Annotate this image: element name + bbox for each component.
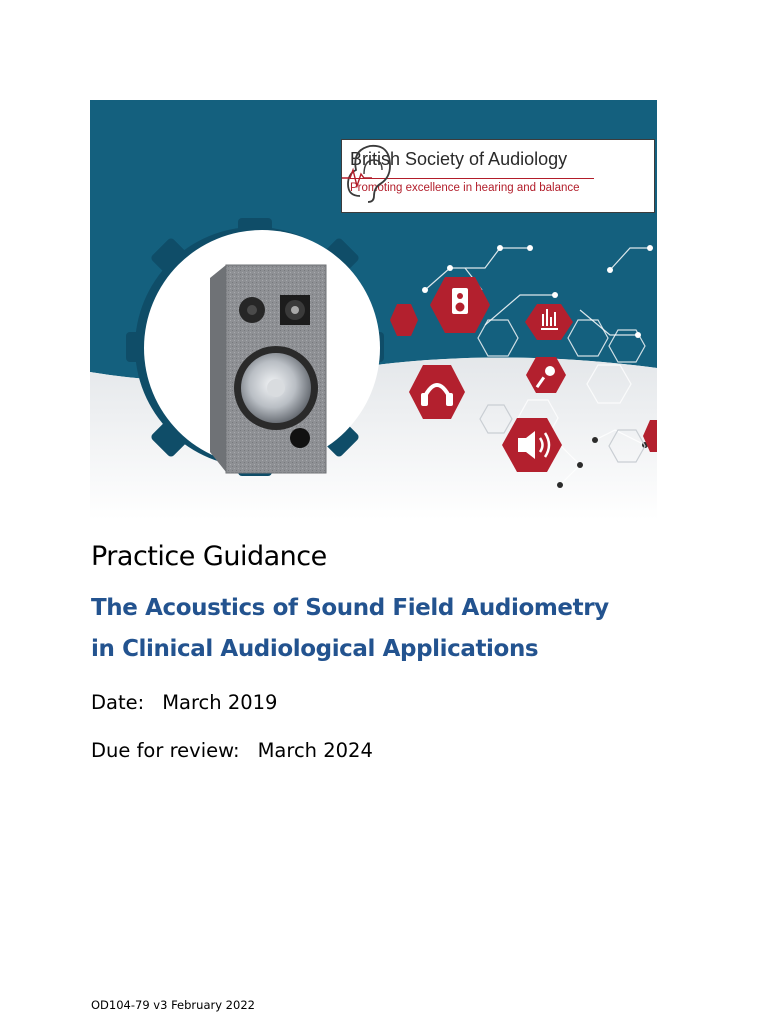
footer-document-reference: OD104-79 v3 February 2022 <box>91 998 255 1012</box>
speaker-icon <box>452 288 468 314</box>
review-label: Due for review: <box>91 739 240 762</box>
date-label: Date: <box>91 691 145 714</box>
cover-banner <box>90 100 657 520</box>
bsa-logo <box>341 139 655 213</box>
ear-icon <box>342 140 396 206</box>
date-value: March 2019 <box>162 691 278 714</box>
document-title-line-1: The Acoustics of Sound Field Audiometry <box>91 595 609 621</box>
review-row <box>91 739 373 762</box>
logo-tagline: Promoting excellence in hearing and balance <box>350 182 580 194</box>
logo-org-name: British Society of Audiology <box>350 149 568 169</box>
document-type-heading: Practice Guidance <box>91 541 327 572</box>
document-title-line-2: in Clinical Audiological Applications <box>91 636 539 662</box>
loudspeaker-photo <box>210 265 326 473</box>
review-value: March 2024 <box>257 739 373 762</box>
date-row <box>91 691 277 714</box>
